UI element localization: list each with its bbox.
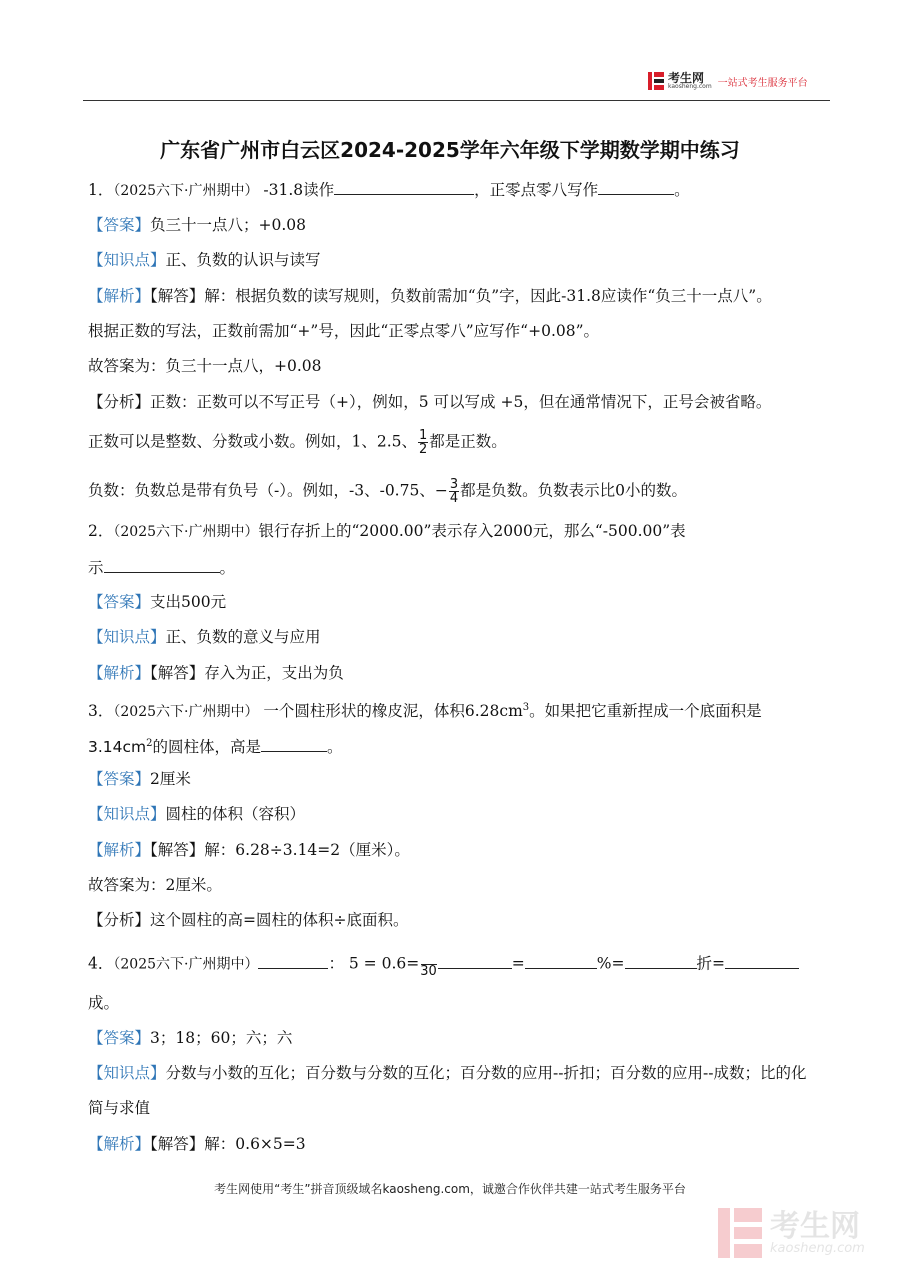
answer-blank: [525, 952, 597, 969]
watermark: [718, 1208, 865, 1258]
watermark-name: 考生网: [770, 1208, 860, 1244]
q3-analysis: 【解析】【解答】解：6.28÷3.14=2（厘米）。: [88, 841, 410, 859]
q3-fenxi: 【分析】这个圆柱的高=圆柱的体积÷底面积。: [88, 911, 409, 929]
question-2: 2．（2025六下·广州期中）银行存折上的“2000.00”表示存入2000元，那么“-500.00”表: [88, 522, 686, 540]
kaosheng-logo-icon: [648, 72, 664, 90]
q1-fenxi: 【分析】正数：正数可以不写正号（+），例如，5 可以写成 +5，但在通常情况下，正号会被省略。: [88, 393, 772, 411]
answer-blank: [598, 178, 674, 195]
question-1: 1．（2025六下·广州期中） -31.8读作 ，正零点零八写作 。: [88, 178, 690, 202]
page-footer: 考生网使用“考生”拼音顶级域名kaosheng.com，诚邀合作伙伴共建一站式考生服务平台: [214, 1182, 686, 1196]
brand-slogan: 一站式考生服务平台: [717, 77, 808, 89]
header-logo: [648, 72, 808, 90]
question-3-cont: $3.14cm^2$的圆柱体，高是 。: [88, 733, 343, 758]
question-3: 3．（2025六下·广州期中） 一个圆柱形状的橡皮泥，体积$6.28cm^3$。如果把它重新捏成一个底面积是: [88, 702, 762, 721]
q3-knowledge-point: 【知识点】圆柱的体积（容积）: [88, 805, 306, 823]
q4-knowledge-point: 【知识点】分数与小数的互化；百分数与分数的互化；百分数的应用--折扣；百分数的应用--成数；比的化: [88, 1064, 807, 1082]
q1-analysis-cont: 根据正数的写法，正数前需加“+”号，因此“正零点零八”应写作“+0.08”。: [88, 322, 600, 340]
q1-fenxi-2: 正数可以是整数、分数或小数。例如，1、2.5、 $\frac{1}{2}$ 都是正数。: [88, 428, 507, 457]
answer-blank: [258, 952, 328, 969]
answer-blank: [438, 952, 512, 969]
question-4: 4．（2025六下·广州期中） ： 5 = 0.6= 30 = %= 折=: [88, 951, 799, 978]
brand-name: 考生网: [668, 71, 705, 85]
answer-blank: [725, 952, 799, 969]
q2-answer: 【答案】支出500元: [88, 593, 227, 611]
fraction: 30: [420, 951, 437, 978]
q1-analysis: 【解析】【解答】解：根据负数的读写规则，负数前需加“负”字，因此-31.8应读作“负三十一点八”。: [88, 287, 772, 305]
fraction: $\frac{3}{4}$: [449, 477, 459, 506]
q2-knowledge-point: 【知识点】正、负数的意义与应用: [88, 628, 321, 646]
q1-final-answer: 故答案为：负三十一点八，+0.08: [88, 357, 322, 375]
q3-final-answer: 故答案为：2厘米。: [88, 876, 222, 894]
watermark-domain: kaosheng.com: [770, 1240, 865, 1256]
q4-analysis: 【解析】【解答】解：0.6×5=3: [88, 1135, 306, 1153]
fraction: $\frac{1}{2}$: [419, 428, 428, 457]
q4-knowledge-point-cont: 简与求值: [88, 1099, 151, 1117]
question-2-cont: 示 。: [88, 556, 235, 579]
kaosheng-watermark-icon: [718, 1208, 762, 1258]
answer-blank: [104, 556, 220, 573]
question-4-cont: 成。: [88, 994, 120, 1012]
q3-answer: 【答案】2厘米: [88, 770, 191, 788]
q1-knowledge-point: 【知识点】正、负数的认识与读写: [88, 251, 321, 269]
answer-blank: [625, 952, 697, 969]
answer-blank: [334, 178, 474, 195]
q4-answer: 【答案】3；18；60；六；六: [88, 1029, 293, 1047]
answer-blank: [261, 735, 327, 752]
page-title: 广东省广州市白云区2024-2025学年六年级下学期数学期中练习: [160, 138, 740, 162]
brand-domain: kaosheng.com: [668, 83, 712, 90]
q2-analysis: 【解析】【解答】存入为正，支出为负: [88, 664, 344, 682]
q1-answer: 【答案】负三十一点八；+0.08: [88, 216, 307, 234]
q1-fenxi-3: 负数：负数总是带有负号（-）。例如，-3、-0.75、− $\frac{3}{4}$ 都是负数。负数表示比0小的数。: [88, 477, 687, 506]
header-divider: [83, 100, 830, 101]
